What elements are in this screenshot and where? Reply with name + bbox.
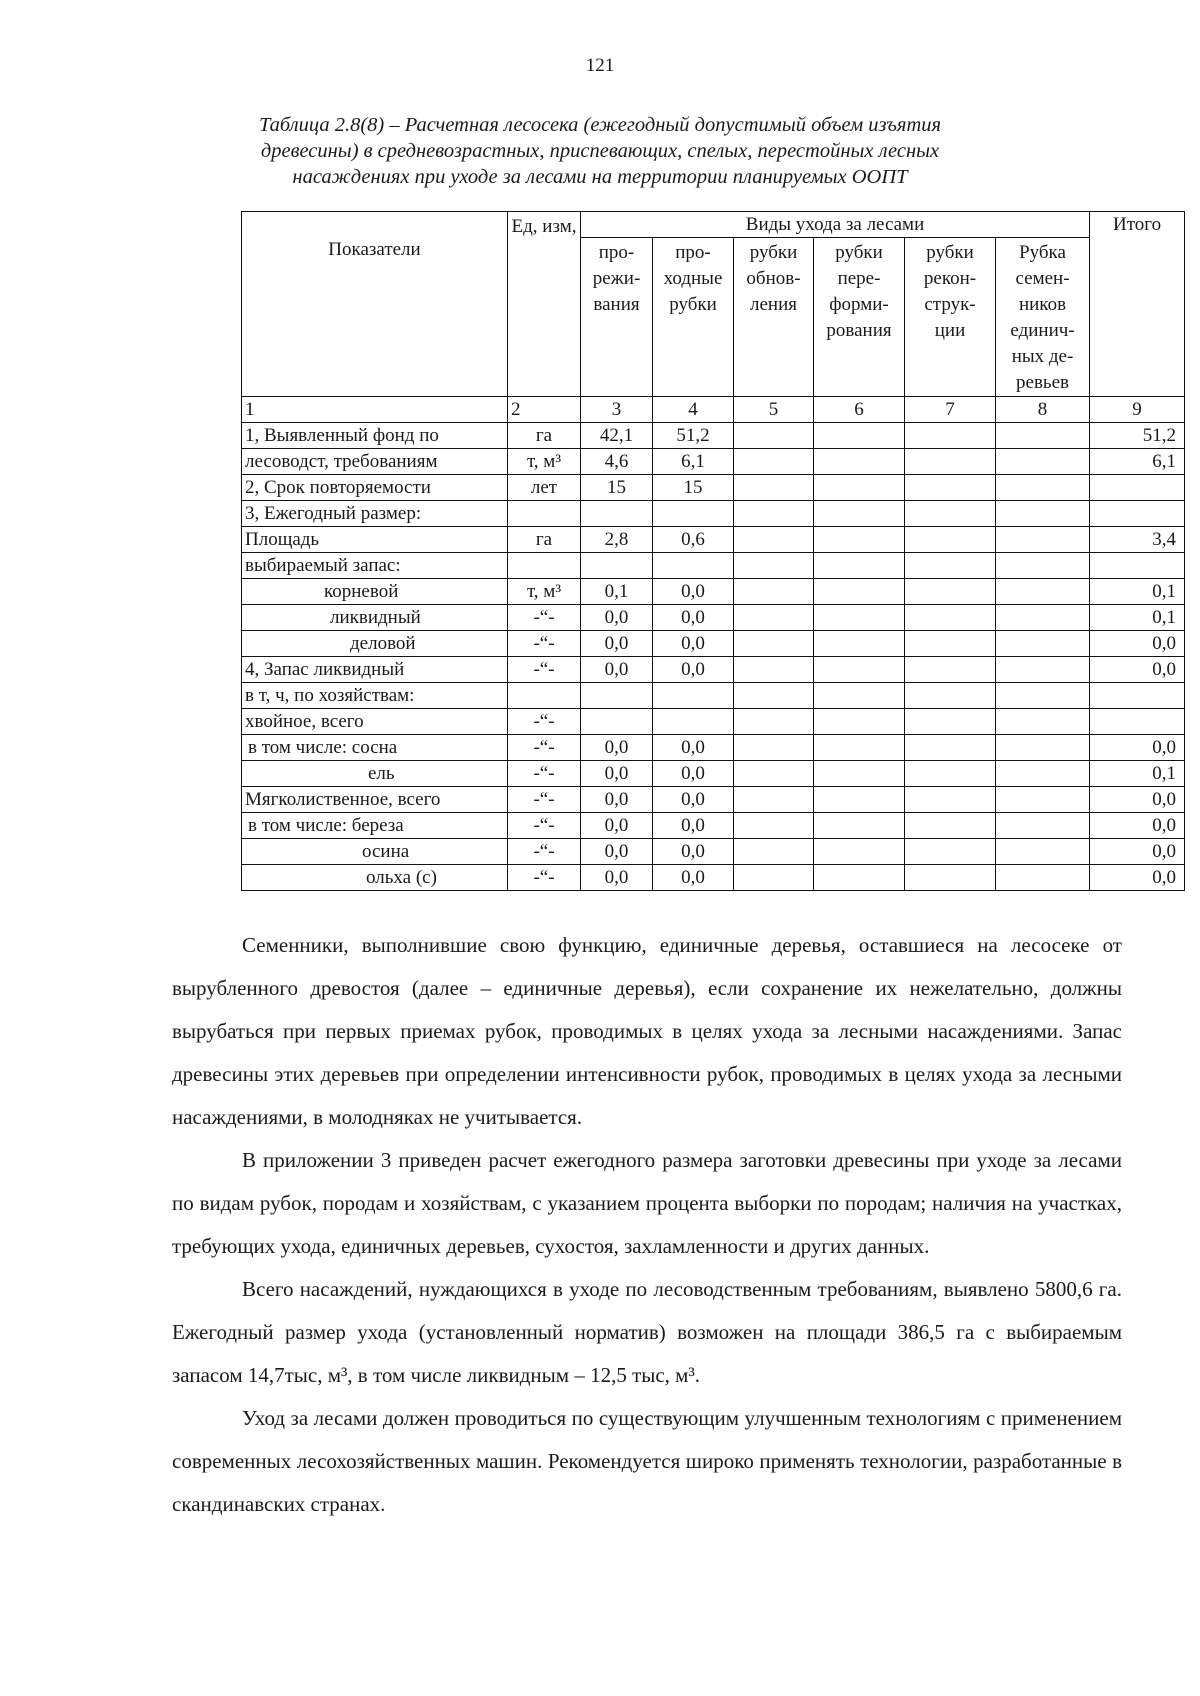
cell-empty	[814, 735, 905, 761]
header-unit: Ед, изм,	[508, 212, 581, 397]
cell-thinning: 0,0	[581, 631, 653, 657]
cell-thinning: 0,0	[581, 813, 653, 839]
cell-passage-cutting: 0,0	[653, 605, 734, 631]
cell-total: 0,0	[1090, 813, 1185, 839]
cell-empty	[905, 735, 996, 761]
column-number: 6	[814, 397, 905, 423]
row-unit: -“-	[508, 865, 581, 891]
cell-empty	[814, 423, 905, 449]
row-unit: -“-	[508, 709, 581, 735]
cell-empty	[996, 839, 1090, 865]
cell-total	[1090, 683, 1185, 709]
table-row	[242, 501, 1185, 527]
cell-thinning: 0,0	[581, 865, 653, 891]
cell-empty	[734, 683, 814, 709]
row-unit: -“-	[508, 657, 581, 683]
row-unit: -“-	[508, 813, 581, 839]
cell-empty	[996, 865, 1090, 891]
cell-empty	[905, 813, 996, 839]
header-seed-tree-cutting: Рубка семен- ников единич- ных де- ревьев	[996, 238, 1090, 397]
cell-passage-cutting: 0,0	[653, 761, 734, 787]
column-number: 8	[996, 397, 1090, 423]
body-text	[172, 924, 1122, 1526]
row-unit: га	[508, 527, 581, 553]
row-name: 3, Ежегодный размер:	[242, 501, 508, 527]
cell-passage-cutting: 0,0	[653, 631, 734, 657]
row-name: Площадь	[242, 527, 508, 553]
cell-empty	[734, 787, 814, 813]
row-unit	[508, 553, 581, 579]
row-name: осина	[242, 839, 508, 865]
cell-total: 0,0	[1090, 631, 1185, 657]
table-row	[242, 813, 1185, 839]
paragraph: Всего насаждений, нуждающихся в уходе по лесоводственным требованиям, выявлено 5800,6 га. Ежегодный размер ухода (установленный норматив) возможен на площади 386,5 га с выбираемым запасом 14,7тыс, м³, в том числе ликвидным – 12,5 тыс, м³.	[172, 1277, 1122, 1387]
cell-empty	[814, 865, 905, 891]
cell-passage-cutting: 0,0	[653, 657, 734, 683]
cell-empty	[814, 579, 905, 605]
row-name: в том числе: сосна	[242, 735, 508, 761]
allowable-cut-table	[241, 211, 1185, 891]
cell-passage-cutting	[653, 501, 734, 527]
cell-empty	[734, 865, 814, 891]
cell-empty	[814, 553, 905, 579]
cell-passage-cutting: 0,0	[653, 735, 734, 761]
row-unit: т, м³	[508, 449, 581, 475]
cell-empty	[734, 423, 814, 449]
row-unit: га	[508, 423, 581, 449]
cell-empty	[996, 449, 1090, 475]
cell-empty	[905, 579, 996, 605]
cell-empty	[905, 657, 996, 683]
row-name: выбираемый запас:	[242, 553, 508, 579]
row-name: лесоводст, требованиям	[242, 449, 508, 475]
row-name: 2, Срок повторяемости	[242, 475, 508, 501]
cell-thinning: 0,0	[581, 787, 653, 813]
cell-empty	[996, 735, 1090, 761]
cell-empty	[734, 579, 814, 605]
table-row	[242, 605, 1185, 631]
cell-empty	[996, 423, 1090, 449]
cell-passage-cutting: 0,0	[653, 839, 734, 865]
row-unit: -“-	[508, 735, 581, 761]
header-reconstruction-cutting: рубки рекон- струк- ции	[905, 238, 996, 397]
cell-empty	[905, 449, 996, 475]
header-thinning: про- режи- вания	[581, 238, 653, 397]
cell-total: 0,0	[1090, 735, 1185, 761]
cell-empty	[734, 605, 814, 631]
cell-empty	[996, 813, 1090, 839]
row-name: ольха (с)	[242, 865, 508, 891]
paragraph: В приложении 3 приведен расчет ежегодного размера заготовки древесины при уходе за лесами по видам рубок, породам и хозяйствам, с указанием процента выборки по породам; наличия на участках, требующих ухода, единичных деревьев, сухостоя, захламленности и других данных.	[172, 1148, 1122, 1258]
cell-empty	[996, 761, 1090, 787]
page-number: 121	[585, 55, 615, 76]
row-name: в т, ч, по хозяйствам:	[242, 683, 508, 709]
header-passage-cutting: про- ходные рубки	[653, 238, 734, 397]
cell-total: 0,0	[1090, 787, 1185, 813]
cell-passage-cutting: 6,1	[653, 449, 734, 475]
cell-thinning: 0,0	[581, 839, 653, 865]
table-row	[242, 475, 1185, 501]
cell-passage-cutting	[653, 709, 734, 735]
table-row	[242, 709, 1185, 735]
cell-thinning: 0,0	[581, 657, 653, 683]
cell-passage-cutting: 0,0	[653, 865, 734, 891]
cell-empty	[996, 475, 1090, 501]
table-row	[242, 839, 1185, 865]
cell-total	[1090, 553, 1185, 579]
cell-empty	[996, 553, 1090, 579]
cell-passage-cutting: 0,0	[653, 579, 734, 605]
cell-empty	[814, 787, 905, 813]
row-unit: -“-	[508, 631, 581, 657]
cell-empty	[734, 761, 814, 787]
cell-empty	[734, 657, 814, 683]
row-unit	[508, 501, 581, 527]
column-number: 4	[653, 397, 734, 423]
table-row	[242, 683, 1185, 709]
cell-thinning: 0,0	[581, 605, 653, 631]
table-row	[242, 735, 1185, 761]
cell-thinning: 0,1	[581, 579, 653, 605]
caption-line: Таблица 2.8(8) – Расчетная лесосека (ежегодный допустимый объем изъятия	[258, 114, 942, 136]
cell-thinning: 0,0	[581, 761, 653, 787]
cell-empty	[905, 865, 996, 891]
row-name: 1, Выявленный фонд по	[242, 423, 508, 449]
header-renewal-cutting: рубки обнов- ления	[734, 238, 814, 397]
cell-empty	[814, 449, 905, 475]
header-reformation-cutting: рубки пере- форми- рования	[814, 238, 905, 397]
cell-empty	[734, 709, 814, 735]
column-number: 3	[581, 397, 653, 423]
cell-empty	[905, 839, 996, 865]
header-care-types: Виды ухода за лесами	[581, 212, 1090, 238]
row-unit: -“-	[508, 605, 581, 631]
column-number: 7	[905, 397, 996, 423]
table-row	[242, 579, 1185, 605]
cell-total: 0,0	[1090, 657, 1185, 683]
cell-empty	[814, 605, 905, 631]
row-unit: -“-	[508, 839, 581, 865]
cell-total: 51,2	[1090, 423, 1185, 449]
cell-passage-cutting: 0,6	[653, 527, 734, 553]
header-indicators: Показатели	[242, 212, 508, 397]
cell-empty	[814, 657, 905, 683]
cell-empty	[905, 423, 996, 449]
table-row	[242, 657, 1185, 683]
cell-empty	[734, 527, 814, 553]
paragraph: Семенники, выполнившие свою функцию, единичные деревья, оставшиеся на лесосеке от вырубленного древостоя (далее – единичные деревья), если сохранение их нежелательно, должны вырубаться при первых приемах рубок, проводимых в целях ухода за лесными насаждениями. Запас древесины этих деревьев при определении интенсивности рубок, проводимых в целях ухода за лесными насаждениями, в молодняках не учитывается.	[172, 933, 1122, 1129]
column-number: 2	[508, 397, 581, 423]
table-row	[242, 527, 1185, 553]
header-row	[242, 212, 1185, 238]
cell-total: 6,1	[1090, 449, 1185, 475]
column-number: 1	[242, 397, 508, 423]
cell-empty	[814, 527, 905, 553]
cell-empty	[734, 813, 814, 839]
row-name: корневой	[242, 579, 508, 605]
cell-empty	[814, 683, 905, 709]
cell-thinning: 2,8	[581, 527, 653, 553]
cell-passage-cutting: 0,0	[653, 787, 734, 813]
cell-thinning	[581, 501, 653, 527]
cell-empty	[734, 735, 814, 761]
cell-empty	[996, 579, 1090, 605]
cell-passage-cutting: 0,0	[653, 813, 734, 839]
cell-passage-cutting: 51,2	[653, 423, 734, 449]
cell-total: 0,0	[1090, 839, 1185, 865]
column-number: 5	[734, 397, 814, 423]
cell-empty	[905, 605, 996, 631]
cell-empty	[996, 787, 1090, 813]
cell-empty	[814, 501, 905, 527]
row-name: хвойное, всего	[242, 709, 508, 735]
table-row	[242, 423, 1185, 449]
cell-empty	[814, 761, 905, 787]
column-number-row	[242, 397, 1185, 423]
caption-line: насаждениях при уходе за лесами на территории планируемых ООПТ	[292, 166, 908, 188]
cell-empty	[814, 709, 905, 735]
cell-empty	[905, 683, 996, 709]
cell-total: 0,1	[1090, 761, 1185, 787]
row-name: в том числе: береза	[242, 813, 508, 839]
cell-empty	[734, 631, 814, 657]
row-name: ель	[242, 761, 508, 787]
cell-passage-cutting	[653, 683, 734, 709]
row-unit: -“-	[508, 761, 581, 787]
table-caption	[250, 112, 950, 190]
paragraph: Уход за лесами должен проводиться по существующим улучшенным технологиям с применением современных лесохозяйственных машин. Рекомендуется широко применять технологии, разработанные в скандинавских странах.	[172, 1406, 1122, 1516]
cell-empty	[996, 631, 1090, 657]
cell-empty	[996, 527, 1090, 553]
cell-empty	[905, 475, 996, 501]
cell-empty	[734, 449, 814, 475]
cell-empty	[814, 813, 905, 839]
cell-passage-cutting: 15	[653, 475, 734, 501]
cell-empty	[734, 475, 814, 501]
cell-empty	[996, 657, 1090, 683]
row-name: 4, Запас ликвидный	[242, 657, 508, 683]
cell-empty	[814, 839, 905, 865]
table-row	[242, 865, 1185, 891]
table-row	[242, 631, 1185, 657]
cell-thinning	[581, 709, 653, 735]
cell-thinning: 42,1	[581, 423, 653, 449]
cell-empty	[905, 527, 996, 553]
row-unit: лет	[508, 475, 581, 501]
cell-total: 0,0	[1090, 865, 1185, 891]
cell-passage-cutting	[653, 553, 734, 579]
cell-empty	[996, 709, 1090, 735]
cell-empty	[905, 501, 996, 527]
cell-thinning	[581, 683, 653, 709]
column-number: 9	[1090, 397, 1185, 423]
cell-thinning: 0,0	[581, 735, 653, 761]
cell-empty	[905, 761, 996, 787]
cell-empty	[734, 501, 814, 527]
cell-empty	[996, 501, 1090, 527]
cell-empty	[905, 787, 996, 813]
cell-total	[1090, 501, 1185, 527]
cell-total: 0,1	[1090, 605, 1185, 631]
cell-empty	[814, 475, 905, 501]
row-name: деловой	[242, 631, 508, 657]
cell-thinning: 4,6	[581, 449, 653, 475]
table-row	[242, 761, 1185, 787]
table-row	[242, 787, 1185, 813]
table-row	[242, 553, 1185, 579]
cell-empty	[734, 553, 814, 579]
row-unit	[508, 683, 581, 709]
cell-empty	[996, 683, 1090, 709]
cell-total	[1090, 475, 1185, 501]
cell-empty	[734, 839, 814, 865]
row-name: ликвидный	[242, 605, 508, 631]
header-total: Итого	[1090, 212, 1185, 397]
cell-empty	[814, 631, 905, 657]
cell-empty	[905, 553, 996, 579]
row-unit: -“-	[508, 787, 581, 813]
cell-thinning	[581, 553, 653, 579]
row-unit: т, м³	[508, 579, 581, 605]
cell-empty	[905, 709, 996, 735]
caption-line: древесины) в средневозрастных, приспевающих, спелых, перестойных лесных	[260, 140, 940, 162]
cell-thinning: 15	[581, 475, 653, 501]
row-name: Мягколиственное, всего	[242, 787, 508, 813]
cell-empty	[905, 631, 996, 657]
cell-total: 3,4	[1090, 527, 1185, 553]
table-row	[242, 449, 1185, 475]
cell-empty	[996, 605, 1090, 631]
cell-total: 0,1	[1090, 579, 1185, 605]
cell-total	[1090, 709, 1185, 735]
